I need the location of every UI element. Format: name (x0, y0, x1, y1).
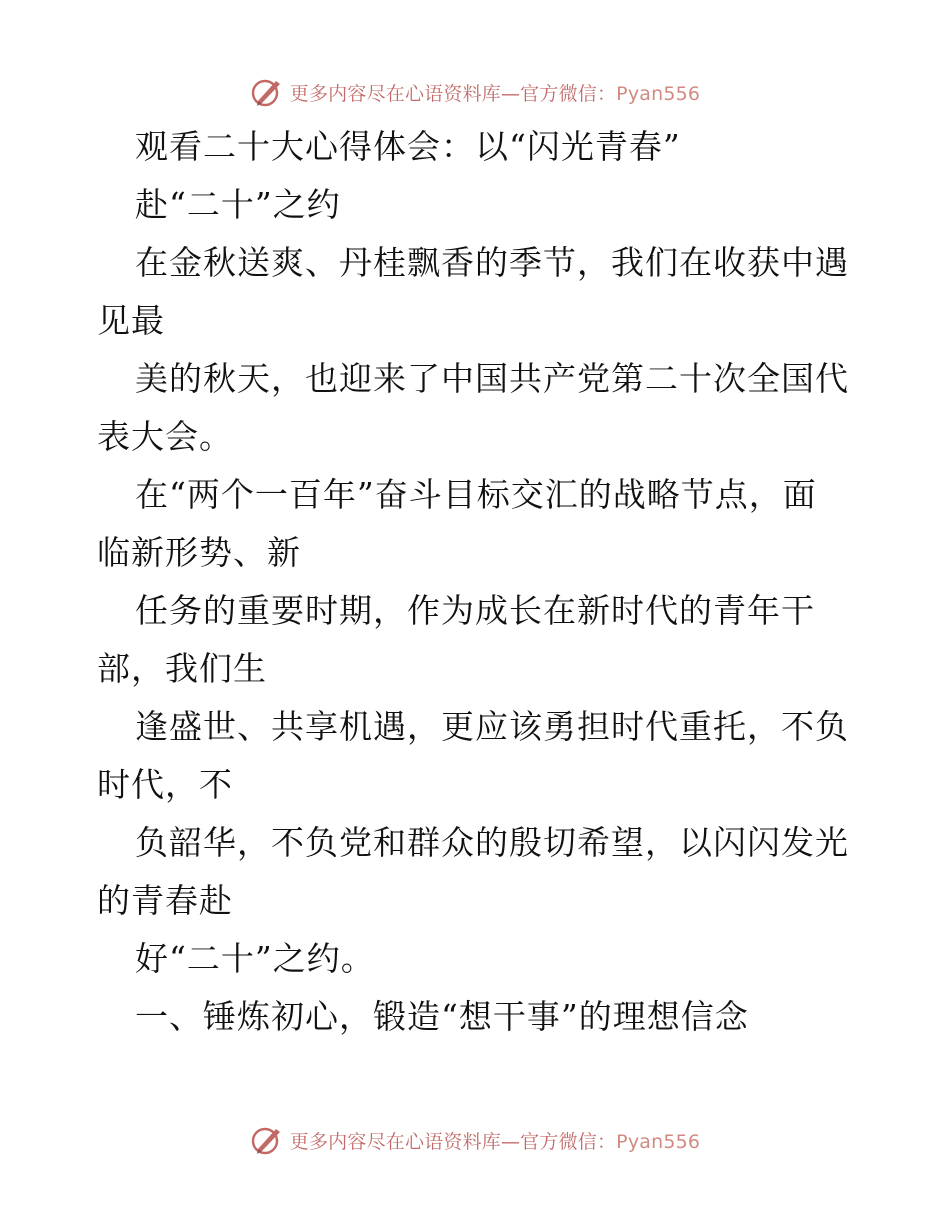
paragraph-line: 好“二十”之约。 (135, 939, 375, 978)
paragraph-line: 美的秋天，也迎来了中国共产党第二十次全国代 (135, 359, 849, 398)
watermark-text: 更多内容尽在心语资料库—官方微信：Pyan556 (289, 1130, 701, 1153)
footer-watermark (0, 1120, 950, 1160)
title-line-2: 赴“二十”之约 (135, 185, 341, 224)
paragraph-line: 负韶华，不负党和群众的殷切希望，以闪闪发光 (135, 823, 849, 862)
paragraph-line: 的青春赴 (97, 881, 233, 920)
quill-logo-icon (250, 75, 284, 109)
watermark-text: 更多内容尽在心语资料库—官方微信：Pyan556 (289, 82, 701, 105)
paragraph-line: 在金秋送爽、丹桂飘香的季节，我们在收获中遇 (135, 243, 849, 282)
paragraph-line: 部，我们生 (97, 649, 267, 688)
paragraph-line: 逢盛世、共享机遇，更应该勇担时代重托，不负 (135, 707, 849, 746)
document-body (97, 118, 857, 1046)
paragraph-line: 表大会。 (97, 417, 233, 456)
paragraph-line: 临新形势、新 (97, 533, 301, 572)
quill-logo-icon (250, 1123, 284, 1157)
paragraph-line: 在“两个一百年”奋斗目标交汇的战略节点，面 (135, 475, 817, 514)
header-watermark (0, 72, 950, 112)
paragraph-line: 任务的重要时期，作为成长在新时代的青年干 (135, 591, 815, 630)
section-heading: 一、锤炼初心，锻造“想干事”的理想信念 (135, 997, 749, 1036)
paragraph-line: 见最 (97, 301, 165, 340)
title-line-1: 观看二十大心得体会：以“闪光青春” (135, 127, 681, 166)
paragraph-line: 时代，不 (97, 765, 233, 804)
